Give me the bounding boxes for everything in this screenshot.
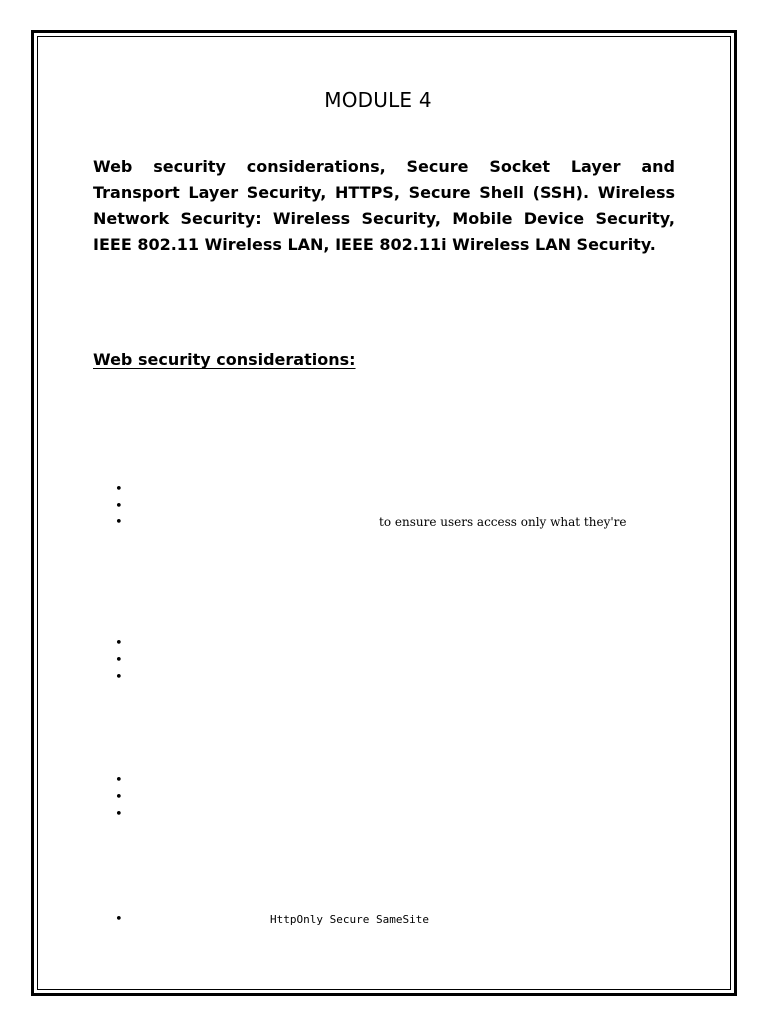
list-bullet: • [115,482,123,497]
bullet-text-access-control: to ensure users access only what they're [379,515,627,529]
list-bullet: • [115,912,123,927]
list-bullet: • [115,499,123,514]
list-bullet: • [115,515,123,530]
list-bullet: • [115,653,123,668]
bullet-text-cookie-flags: HttpOnly Secure SameSite [270,913,429,926]
module-title: MODULE 4 [324,88,432,112]
list-bullet: • [115,790,123,805]
section-heading: Web security considerations: [93,350,356,369]
list-bullet: • [115,670,123,685]
syllabus-paragraph: Web security considerations, Secure Socket Layer and Transport Layer Security, HTTPS, Secure Shell (SSH). Wireless Network Security: Wireless Security, Mobile Device Security, IEEE 802.11 Wireless LAN, IEEE 802.11i Wireless LAN Security. [93,157,675,254]
list-bullet: • [115,773,123,788]
list-bullet: • [115,636,123,651]
list-bullet: • [115,807,123,822]
